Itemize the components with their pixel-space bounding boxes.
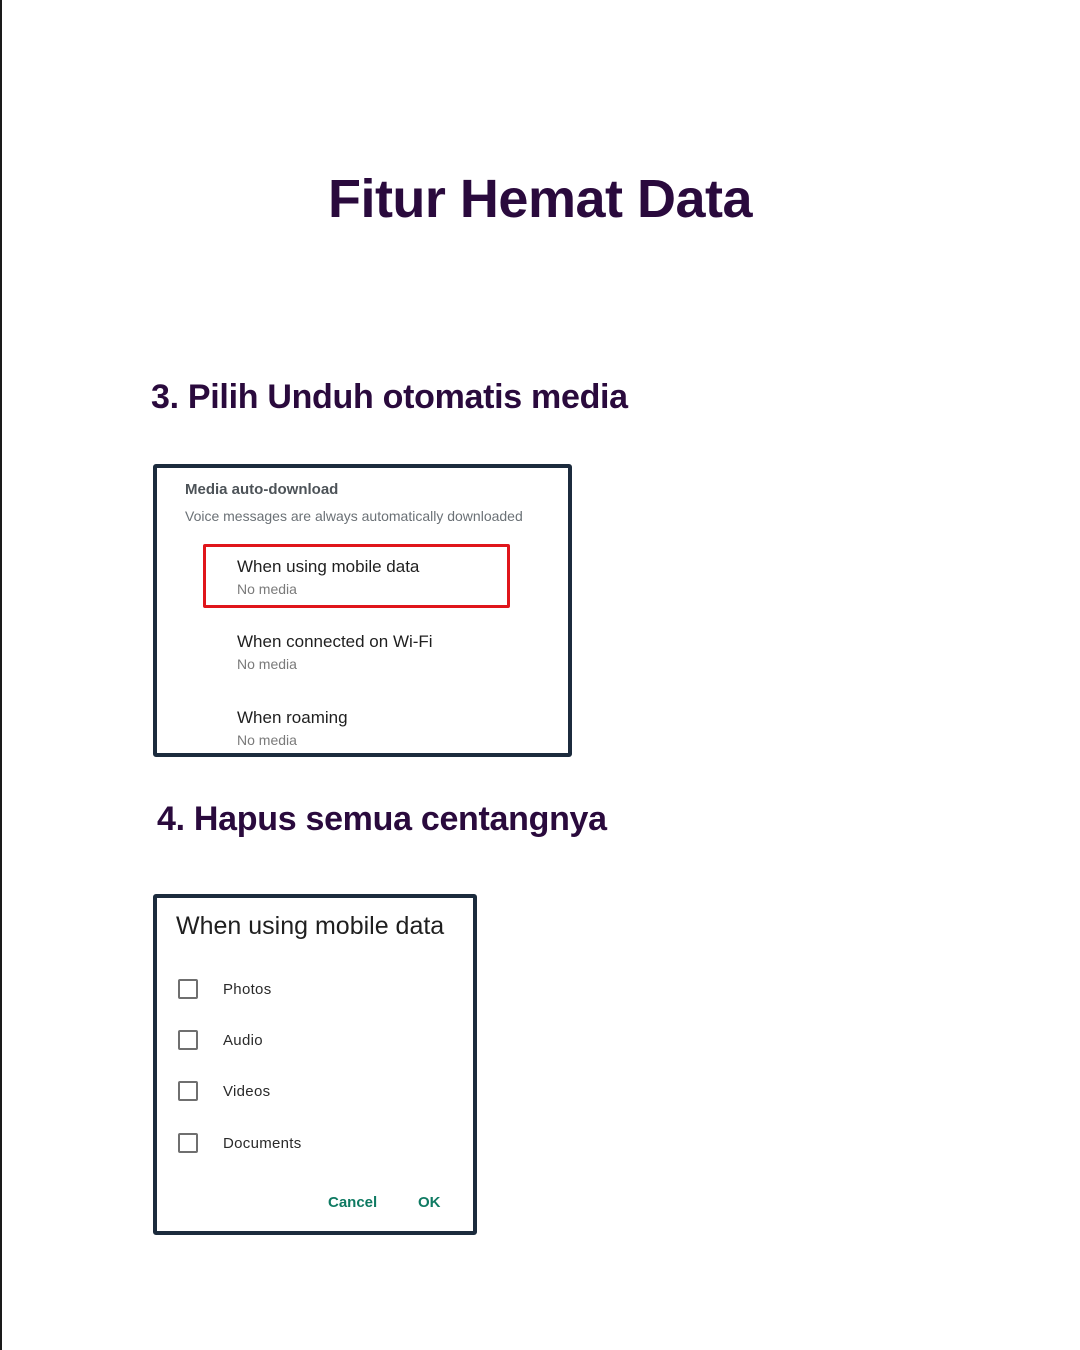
checkbox-row-documents[interactable] [178,1131,302,1155]
option-mobile-data[interactable] [237,557,419,597]
checkbox-row-audio[interactable] [178,1028,263,1052]
step-3-heading: 3. Pilih Unduh otomatis media [151,378,628,416]
checkbox-label: Photos [223,980,272,998]
media-auto-download-panel [153,464,572,757]
option-value: No media [237,581,297,597]
option-title: When using mobile data [237,557,420,576]
cancel-button[interactable]: Cancel [328,1194,378,1211]
checkbox-label: Videos [223,1082,271,1100]
checkbox-unchecked-icon[interactable] [178,1081,198,1101]
option-value: No media [237,656,297,672]
mobile-data-dialog [153,894,477,1235]
checkbox-label: Documents [223,1134,302,1152]
option-title: When connected on Wi-Fi [237,632,433,651]
checkbox-unchecked-icon[interactable] [178,979,198,999]
panel-header: Media auto-download [185,481,339,498]
checkbox-label: Audio [223,1031,263,1049]
option-title: When roaming [237,708,348,727]
option-wifi[interactable] [237,632,433,672]
checkbox-unchecked-icon[interactable] [178,1133,198,1153]
dialog-title: When using mobile data [176,912,445,940]
step-4-heading: 4. Hapus semua centangnya [157,800,607,838]
checkbox-row-photos[interactable] [178,977,272,1001]
panel-subtitle: Voice messages are always automatically downloaded [185,508,523,524]
option-value: No media [237,732,297,748]
checkbox-row-videos[interactable] [178,1079,270,1103]
ok-button[interactable]: OK [418,1194,441,1211]
option-roaming[interactable] [237,708,348,748]
checkbox-unchecked-icon[interactable] [178,1030,198,1050]
page-title: Fitur Hemat Data [327,169,753,229]
